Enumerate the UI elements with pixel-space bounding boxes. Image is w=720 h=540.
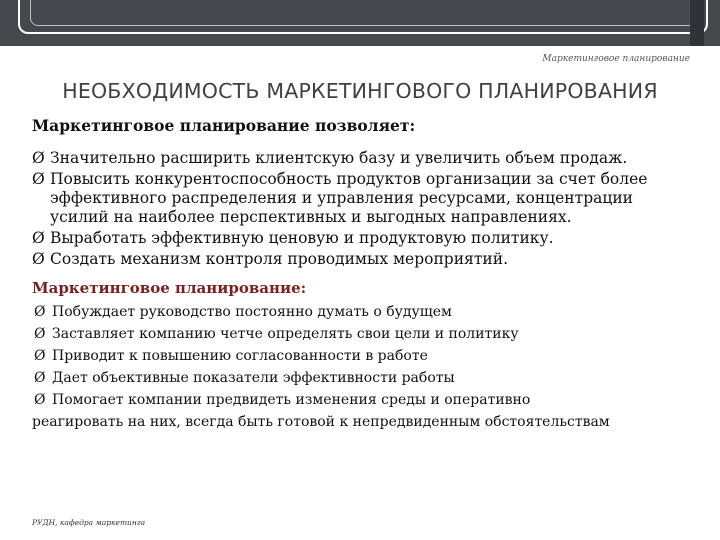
list-item-text: Побуждает руководство постоянно думать о будущем — [52, 304, 452, 320]
list-item-text: Приводит к повышению согласованности в работе — [52, 348, 428, 364]
benefits-list — [32, 149, 696, 269]
arrow-bullet-icon: Ø — [32, 250, 45, 268]
list-item-text: Выработать эффективную ценовую и продуктовую политику. — [50, 229, 554, 247]
list-item-text: Помогает компании предвидеть изменения среды и оперативно — [52, 392, 531, 408]
arrow-bullet-icon: Ø — [32, 170, 45, 188]
list-item-text: Заставляет компанию четче определять свои цели и политику — [52, 326, 519, 342]
arrow-bullet-icon: Ø — [34, 370, 46, 386]
section-subtitle: Маркетинговое планирование позволяет: — [32, 116, 416, 135]
list-item — [32, 170, 696, 227]
arrow-bullet-icon: Ø — [34, 392, 46, 408]
list-item — [32, 325, 696, 344]
footer-note: РУДН, кафедра маркетинга — [32, 518, 146, 527]
arrow-bullet-icon: Ø — [32, 229, 45, 247]
arrow-bullet-icon: Ø — [32, 149, 45, 167]
decorative-accent — [690, 0, 704, 46]
list-item-text: Повысить конкурентоспособность продуктов организации за счет более эффективного распределения и управления ресурсами, концентрации усилий на наиболее перспективных и выгодных направлениях. — [50, 170, 648, 226]
arrow-bullet-icon: Ø — [34, 326, 46, 342]
list-item-text: Дает объективные показатели эффективности работы — [52, 370, 455, 386]
list-item — [32, 347, 696, 366]
list-item-text: реагировать на них, всегда быть готовой к непредвиденным обстоятельствам — [32, 414, 610, 430]
effects-list — [32, 303, 696, 432]
arrow-bullet-icon: Ø — [34, 304, 46, 320]
list-item-text: Создать механизм контроля проводимых мероприятий. — [50, 250, 508, 268]
list-item — [32, 229, 696, 248]
list-item-text: Значительно расширить клиентскую базу и увеличить объем продаж. — [50, 149, 628, 167]
list-item — [32, 391, 696, 410]
list-item — [32, 250, 696, 269]
list-item — [32, 369, 696, 388]
running-header: Маркетинговое планирование — [542, 54, 690, 64]
slide-content — [32, 116, 696, 435]
slide-title: НЕОБХОДИМОСТЬ МАРКЕТИНГОВОГО ПЛАНИРОВАНИЯ — [62, 79, 658, 103]
list-item-continuation — [32, 413, 696, 432]
arrow-bullet-icon: Ø — [34, 348, 46, 364]
list-item — [32, 149, 696, 168]
section-heading: Маркетинговое планирование: — [32, 279, 307, 297]
top-decorative-bar — [0, 0, 720, 46]
decorative-frame-inner — [30, 0, 696, 26]
list-item — [32, 303, 696, 322]
